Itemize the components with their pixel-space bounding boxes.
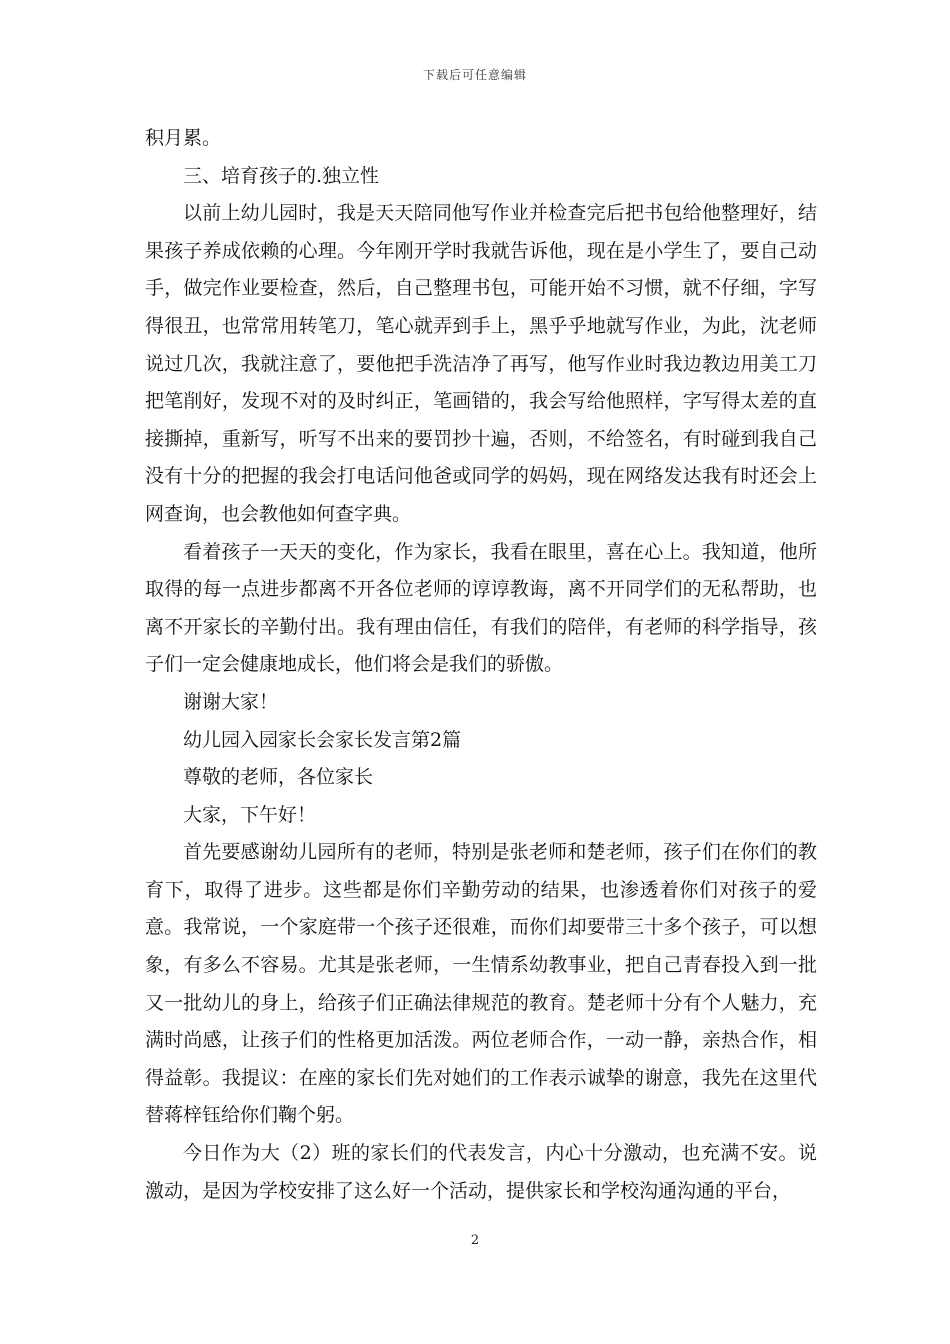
page-header: 下载后可任意编辑 [422,68,527,82]
paragraph: 首先要感谢幼儿园所有的老师，特别是张老师和楚老师，孩子们在你们的教育下，取得了进步。这些都是你们辛勤劳动的结果，也渗透着你们对孩子的爱意。我常说，一个家庭带一个孩子还很难，而你们却要带三十多个孩子，可以想象，有多么不容易。尤其是张老师，一生情系幼教事业，把自己青春投入到一批又一批幼儿的身上，给孩子们正确法律规范的教育。楚老师十分有个人魅力，充满时尚感，让孩子们的性格更加活泼。两位老师合作，一动一静，亲热合作，相得益彰。我提议：在座的家长们先对她们的工作表示诚挚的谢意，我先在这里代替蒋梓钰给你们鞠个躬。 [145,841,817,1127]
paragraph: 今日作为大（2）班的家长们的代表发言，内心十分激动，也充满不安。说激动，是因为学校安排了这么好一个活动，提供家长和学校沟通沟通的平台， [145,1142,817,1202]
salutation: 尊敬的老师，各位家长 [183,766,374,789]
paragraph-continuation: 积月累。 [145,127,222,149]
document-body [145,120,817,1210]
greeting: 大家，下午好！ [183,803,317,826]
closing-line: 谢谢大家！ [183,690,279,713]
section-heading: 三、培育孩子的.独立性 [183,164,380,187]
paragraph: 以前上幼儿园时，我是天天陪同他写作业并检查完后把书包给他整理好，结果孩子养成依赖的心理。今年刚开学时我就告诉他，现在是小学生了，要自己动手，做完作业要检查，然后，自己整理书包，可能开始不习惯，就不仔细，字写得很丑，也常常用转笔刀，笔心就弄到手上，黑乎乎地就写作业，为此，沈老师说过几次，我就注意了，要他把手洗洁净了再写，他写作业时我边教边用美工刀把笔削好，发现不对的及时纠正，笔画错的，我会写给他照样，字写得太差的直接撕掉，重新写，听写不出来的要罚抄十遍，否则，不给签名，有时碰到我自己没有十分的把握的我会打电话问他爸或同学的妈妈，现在网络发达我有时还会上网查询，也会教他如何查字典。 [145,202,817,525]
page-number: 2 [470,1233,480,1248]
article-title: 幼儿园入园家长会家长发言第2篇 [183,728,462,751]
paragraph: 看着孩子一天天的变化，作为家长，我看在眼里，喜在心上。我知道，他所取得的每一点进步都离不开各位老师的谆谆教诲，离不开同学们的无私帮助，也离不开家长的辛勤付出。我有理由信任，有我们的陪伴，有老师的科学指导，孩子们一定会健康地成长，他们将会是我们的骄傲。 [145,540,817,676]
